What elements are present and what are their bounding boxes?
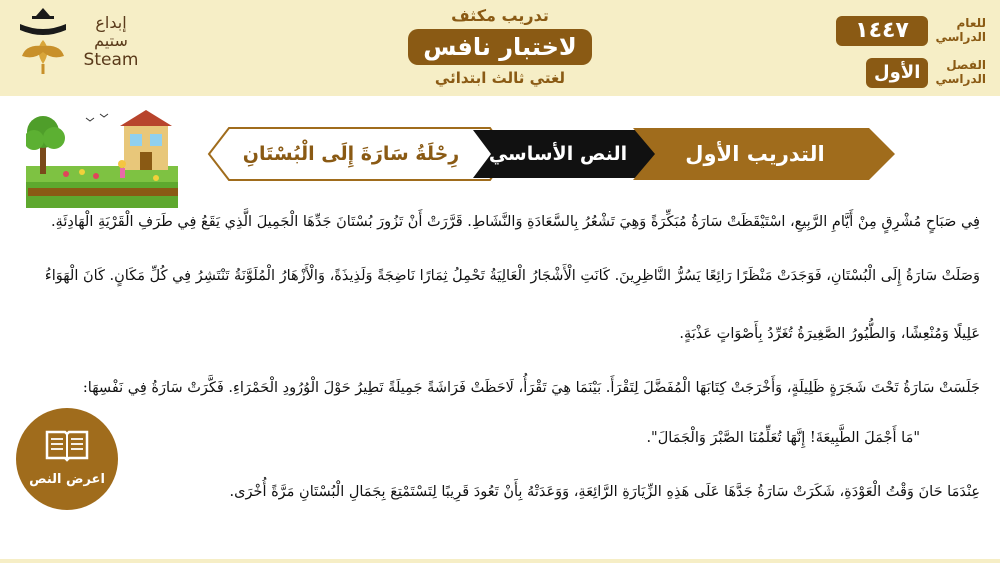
year-label: للعام الدراسي	[935, 16, 986, 44]
bottom-divider	[0, 559, 1000, 563]
subtitle-bottom: لغتي ثالث ابتدائي	[434, 69, 566, 87]
show-text-label: اعرض النص	[29, 472, 105, 487]
brand-name-ar-2: ستيم	[94, 31, 128, 50]
brand-name-en: Steam	[83, 50, 139, 70]
tab-basic-text[interactable]: النص الأساسي	[488, 143, 628, 165]
term-value: الأول	[866, 58, 928, 88]
passage-line: جَلَسَتْ سَارَةُ تَحْتَ شَجَرَةٍ ظَلِيلَةٍ، وَأَخْرَجَتْ كِتَابَهَا الْمُفَضَّلَ لِتَقْرَأَ. بَيْنَمَا هِيَ تَقْرَأُ، لَاحَظَتْ فَرَاشَةً جَمِيلَةً تَطِيرُ حَوْلَ الْوُرُودِ الْحَمْرَاءِ. فَكَّرَتْ سَارَةُ فِي نَفْسِهَا:	[82, 380, 980, 396]
passage-line: "مَا أَجْمَلَ الطَّبِيعَةَ! إِنَّهَا تُعَلِّمُنَا الصَّبْرَ وَالْجَمَالَ".	[646, 430, 920, 446]
lotus-logo-icon	[14, 4, 72, 76]
book-icon	[45, 428, 89, 464]
passage-line: عَلِيلًا وَمُنْعِشًا، وَالطُّيُورُ الصَّغِيرَةُ تُغَرِّدُ بِأَصْوَاتٍ عَذْبَةٍ.	[679, 326, 980, 342]
show-text-button[interactable]	[16, 408, 118, 510]
story-title: رِحْلَةُ سَارَةَ إِلَى الْبُسْتَانِ	[242, 143, 460, 165]
academic-year-block	[826, 16, 986, 86]
term-label: الفصل الدراسي	[935, 58, 986, 86]
brand-name-ar-1: إبداع	[95, 13, 127, 32]
header-bar	[0, 0, 1000, 96]
garden-illustration	[26, 104, 178, 208]
year-value: ١٤٤٧	[836, 16, 928, 46]
subtitle-top: تدريب مكثف	[451, 6, 549, 25]
page-title-block	[380, 6, 620, 89]
passage-line: فِي صَبَاحٍ مُشْرِقٍ مِنْ أَيَّامِ الرَّبِيعِ، اسْتَيْقَظَتْ سَارَةُ مُبَكِّرَةً وَهِيَ تَشْعُرُ بِالسَّعَادَةِ وَالنَّشَاطِ. قَرَّرَتْ أَنْ تَزُورَ بُسْتَانَ جَدِّهَا الْجَمِيلَ الَّذِي يَقَعُ فِي طَرَفِ الْقَرْيَةِ الْهَادِئَةِ.	[50, 214, 980, 230]
passage-line: عِنْدَمَا حَانَ وَقْتُ الْعَوْدَةِ، شَكَرَتْ سَارَةُ جَدَّهَا عَلَى هَذِهِ الزِّيَارَةِ الرَّائِعَةِ، وَوَعَدَتْهُ بِأَنْ تَعُودَ قَرِيبًا لِتَسْتَمْتِعَ بِجَمَالِ الْبُسْتَانِ مَرَّةً أُخْرَى.	[229, 484, 980, 500]
tab-training-1[interactable]: التدريب الأول	[685, 142, 825, 166]
page-title: لاختبار نافس	[408, 29, 592, 65]
lesson-banner	[205, 126, 897, 182]
passage-line: وَصَلَتْ سَارَةُ إِلَى الْبُسْتَانِ، فَوَجَدَتْ مَنْظَرًا رَائِعًا يَسُرُّ النَّاظِرِينَ. كَانَتِ الْأَشْجَارُ الْعَالِيَةُ تَحْمِلُ ثِمَارًا نَاضِجَةً وَلَذِيذَةً، وَالْأَزْهَارُ الْمُلَوَّنَةُ تَنْتَشِرُ فِي كُلِّ مَكَانٍ. كَانَ الْهَوَاءُ	[44, 268, 980, 284]
brand-logo-block	[12, 4, 142, 84]
